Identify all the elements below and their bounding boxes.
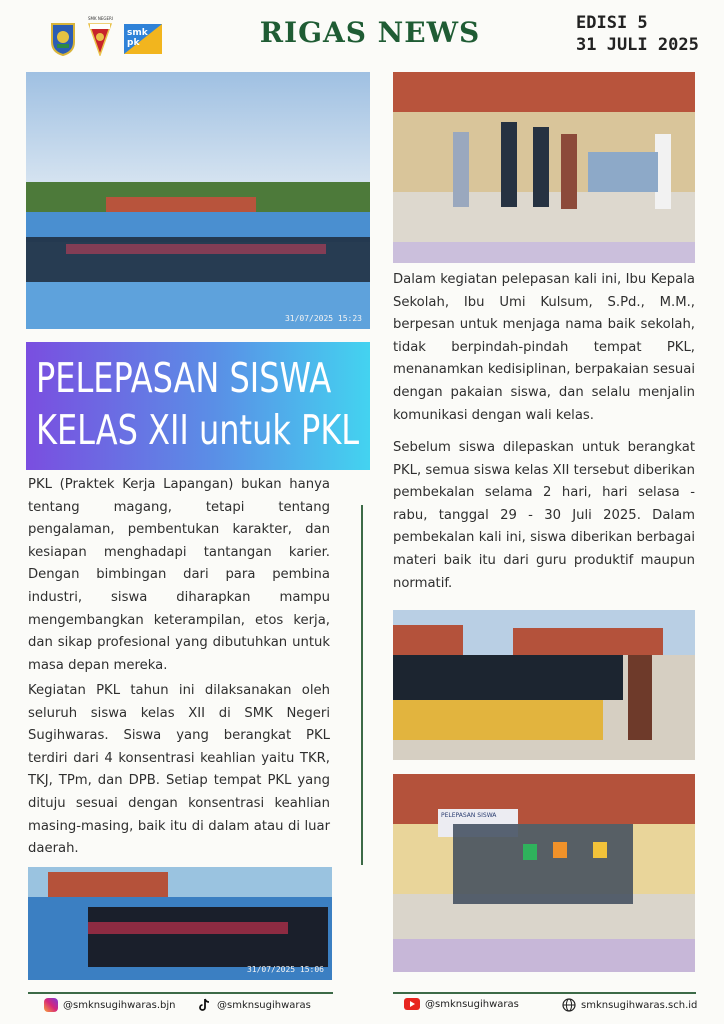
tiktok-handle: @smknsugihwaras (217, 999, 311, 1011)
footer-instagram[interactable] (44, 998, 176, 1012)
smk-pk-logo (124, 24, 162, 54)
photo-speech-field (393, 610, 695, 760)
photo-banner-text: PELEPASAN SISWA (441, 812, 497, 819)
youtube-handle: @smknsugihwaras (425, 998, 519, 1010)
school-badge-text: SMK NEGERI (88, 16, 113, 21)
school-badge-logo (88, 16, 113, 56)
paragraph-3: Dalam kegiatan pelepasan kali ini, Ibu Kepala Sekolah, Ibu Umi Kulsum, S.Pd., M.M., berpesan untuk menjaga nama baik sekolah, tidak berpindah-pindah tempat PKL, menanamkan kedisiplinan, berpakaian sesuai dengan pakaian siswa, dan selalu menjalin komunikasi dengan wali kelas. (393, 272, 695, 423)
instagram-handle: @smknsugihwaras.bjn (63, 999, 176, 1011)
youtube-icon (404, 998, 420, 1010)
photo-assembly-field (26, 72, 370, 329)
footer-rule-right (393, 992, 696, 994)
headline-line-1: PELEPASAN SISWA (36, 354, 332, 402)
website-url: smknsugihwaras.sch.id (581, 999, 698, 1011)
edition-info (576, 12, 699, 56)
instagram-icon (44, 998, 58, 1012)
paragraph-2: Kegiatan PKL tahun ini dilaksanakan oleh seluruh siswa kelas XII di SMK Negeri Sugihwaras. Siswa yang berangkat PKL terdiri dari 4 konsentrasi keahlian yaitu TKR, TKJ, TPm, dan DPB. Setiap tempat PKL yang dituju sesuai dengan konsentrasi keahlian masing-masing, baik itu di dalam atau di luar daerah. (28, 683, 330, 857)
edition-date: 31 JULI 2025 (576, 35, 699, 55)
smk-pk-text: smk pk (127, 28, 148, 48)
paragraph-4: Sebelum siswa dilepaskan untuk berangkat PKL, semua siswa kelas XII tersebut diberikan pembekalan selama 2 hari, hari selasa - rabu, tanggal 29 - 30 Juli 2025. Dalam pembekalan kali ini, siswa diberikan berbagai materi baik itu dari guru produktif maupun normatif. (393, 440, 695, 591)
province-logo (50, 22, 76, 56)
column-divider (361, 505, 363, 865)
paragraph-1: PKL (Praktek Kerja Lapangan) bukan hanya tentang magang, tetapi tentang pengalaman, pembentukan karakter, dan kesiapan menghadapi tantangan karier. Dengan bimbingan dari para pembina industri, siswa diharapkan mampu mengembangkan keterampilan, etos kerja, dan sikap profesional yang dibutuhkan untuk masa depan mereka. (28, 477, 330, 673)
footer-rule-left (28, 992, 333, 994)
tiktok-icon (198, 998, 212, 1012)
edition-number: EDISI 5 (576, 13, 648, 33)
photo-timestamp-bottom: 31/07/2025 15:06 (246, 965, 324, 974)
masthead-title: RIGAS NEWS (259, 16, 481, 49)
globe-icon (562, 998, 576, 1012)
footer-tiktok[interactable] (198, 998, 311, 1012)
footer-youtube[interactable] (404, 998, 519, 1010)
photo-ceremony-stage (393, 72, 695, 263)
footer-website[interactable] (562, 998, 697, 1012)
photo-students-field (28, 867, 332, 980)
photo-handover (393, 774, 695, 972)
headline-line-2: KELAS XII untuk PKL (36, 406, 360, 454)
photo-timestamp: 31/07/2025 15:23 (284, 314, 362, 323)
article-headline (26, 342, 370, 470)
